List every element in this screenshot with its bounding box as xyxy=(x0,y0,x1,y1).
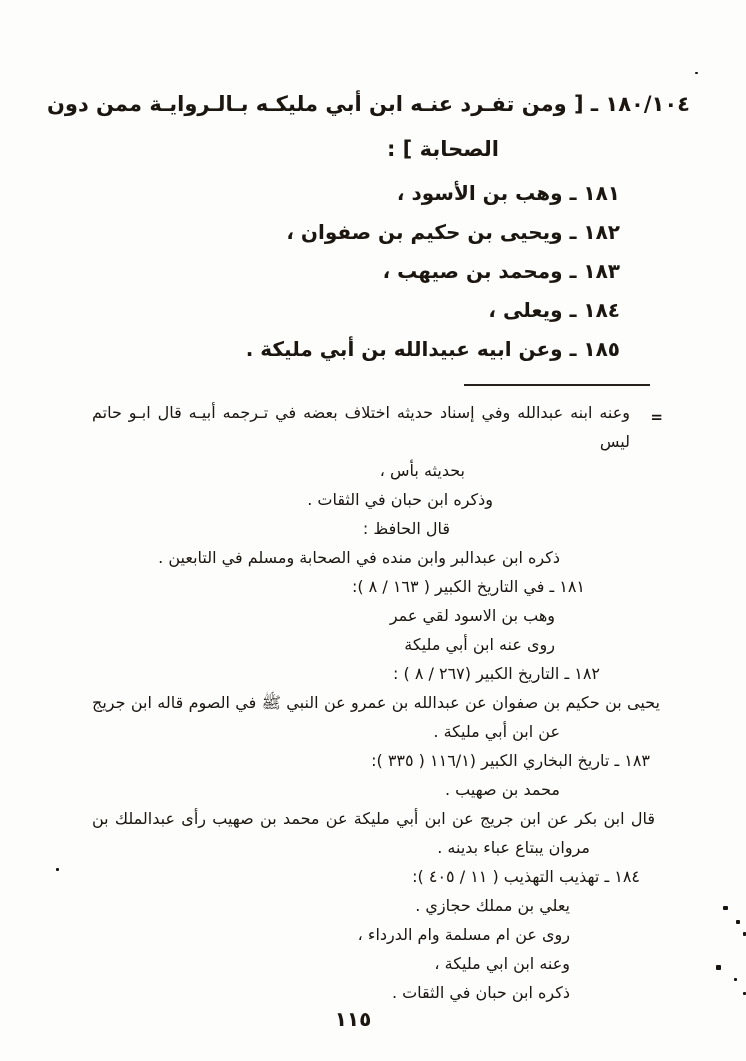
footnote-line: ١٨٤ ـ تهذيب التهذيب ( ١١ / ٤٠٥ ): xyxy=(412,867,640,886)
scan-speck xyxy=(734,978,737,981)
footnote-line: ١٨٢ ـ التاريخ الكبير (٢٦٧ / ٨ ) : xyxy=(393,664,600,683)
footnote-separator-rule xyxy=(464,384,650,386)
narrators-list xyxy=(56,174,690,369)
footnote-line: محمد بن صهيب . xyxy=(444,780,560,799)
footnote-line: وذكره ابن حبان في الثقات . xyxy=(307,490,493,509)
footnote-line: عن ابن أبي مليكة . xyxy=(433,722,560,741)
page-number: ١١٥ xyxy=(334,1007,372,1031)
narrator-list-item: ١٨٤ ـ ويعلى ، xyxy=(488,298,620,322)
footnote-line: قال الحافظ : xyxy=(362,519,450,538)
scan-speck xyxy=(695,72,698,74)
footnote-continuation-marker: = xyxy=(650,408,662,426)
footnote-line: وعنه ابن ابي مليكة ، xyxy=(434,954,570,973)
footnote-line: يعلي بن مملك حجازي . xyxy=(415,896,570,915)
footnote-line: قال ابن بكر عن ابن جريج عن ابن أبي مليكة عن محمد بن صهيب رأى عبدالملك بن xyxy=(92,809,655,828)
footnote-line: ١٨١ ـ في التاريخ الكبير ( ١٦٣ / ٨ ): xyxy=(351,577,585,596)
footnote-line: روى عنه ابن أبي مليكة xyxy=(404,635,555,654)
footnote-line: روى عن ام مسلمة وام الدرداء ، xyxy=(357,925,570,944)
footnotes-block xyxy=(92,398,660,1007)
narrator-list-item: ١٨٥ ـ وعن ابيه عبيدالله بن أبي مليكة . xyxy=(245,337,620,361)
main-text-block xyxy=(46,86,690,369)
section-heading-line2: الصحابة ] : xyxy=(386,137,500,161)
narrator-list-item: ١٨٣ ـ ومحمد بن صيهب ، xyxy=(382,259,620,283)
scan-speck xyxy=(736,920,740,924)
footnote-line: وعنه ابنه عبدالله وفي إسناد حديثه اختلاف بعضه في تـرجمه أبيـه قال ابـو حاتم ليس xyxy=(92,403,630,451)
footnote-line: ذكره ابن عبدالبر وابن منده في الصحابة ومسلم في التابعين . xyxy=(158,548,560,567)
footnote-line: مروان يبتاع عباء بدينه . xyxy=(437,838,590,857)
scan-speck xyxy=(716,965,721,970)
footnote-line: ١٨٣ ـ تاريخ البخاري الكبير (١١٦/١ ( ٣٣٥ ): xyxy=(371,751,650,770)
footnote-lines xyxy=(92,398,660,1007)
scan-speck xyxy=(56,868,59,871)
footnote-line: بحديثه بأس ، xyxy=(379,461,465,480)
footnote-line: ذكره ابن حبان في الثقات . xyxy=(391,983,570,1002)
scan-speck xyxy=(723,906,728,910)
footnote-line: وهب بن الاسود لقي عمر xyxy=(389,606,555,625)
narrator-list-item: ١٨١ ـ وهب بن الأسود ، xyxy=(396,181,620,205)
footnote-line: يحيى بن حكيم بن صفوان عن عبدالله بن عمرو عن النبي ﷺ في الصوم قاله ابن جريج xyxy=(92,693,660,712)
section-heading-line1: ١٨٠/١٠٤ ـ [ ومن تفـرد عنـه ابن أبي مليكـه بـالـروايـة ممن دون xyxy=(46,92,690,116)
narrator-list-item: ١٨٢ ـ ويحيى بن حكيم بن صفوان ، xyxy=(286,220,620,244)
